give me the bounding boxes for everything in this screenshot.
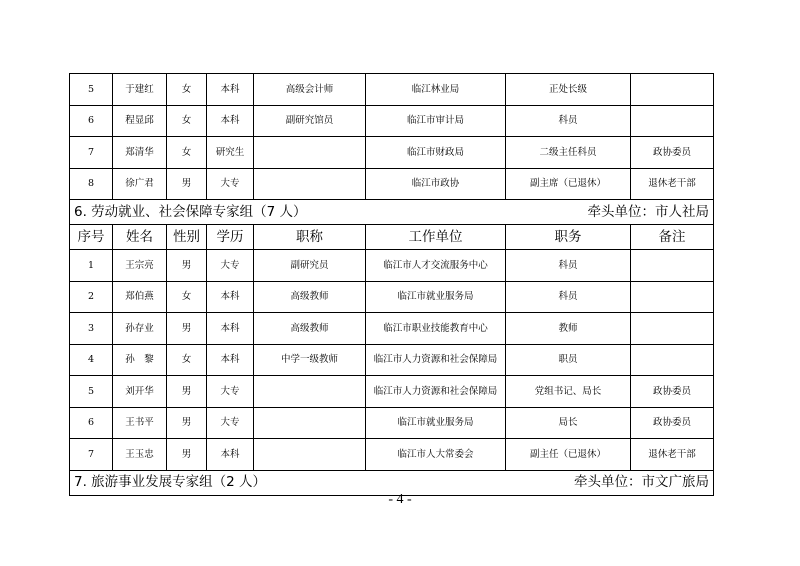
table-row	[70, 376, 714, 408]
table-row	[70, 168, 714, 200]
section-7-title: 7. 旅游事业发展专家组（2 人）	[74, 474, 267, 490]
cell-unit: 临江市人力资源和社会保障局	[366, 376, 506, 408]
cell-title: 副研究员	[254, 250, 366, 282]
cell-note: 政协委员	[631, 137, 714, 169]
cell-edu: 大专	[207, 250, 254, 282]
header-no: 序号	[70, 225, 113, 250]
cell-name: 王宗亮	[113, 250, 167, 282]
cell-edu: 本科	[207, 344, 254, 376]
cell-sex: 女	[167, 105, 207, 137]
cell-title	[254, 137, 366, 169]
header-note: 备注	[631, 225, 714, 250]
cell-post: 正处长级	[506, 74, 631, 106]
cell-post: 科员	[506, 105, 631, 137]
cell-unit: 临江林业局	[366, 74, 506, 106]
cell-edu: 本科	[207, 74, 254, 106]
table-header-row	[70, 225, 714, 250]
cell-post: 副主席（已退休）	[506, 168, 631, 200]
cell-unit: 临江市审计局	[366, 105, 506, 137]
cell-sex: 女	[167, 281, 207, 313]
cell-unit: 临江市就业服务局	[366, 407, 506, 439]
cell-sex: 女	[167, 74, 207, 106]
cell-no: 1	[70, 250, 113, 282]
cell-sex: 女	[167, 344, 207, 376]
cell-sex: 男	[167, 313, 207, 345]
table-row	[70, 105, 714, 137]
table-row	[70, 281, 714, 313]
section-6-lead-unit: 牵头单位：市人社局	[587, 203, 709, 220]
header-title: 职称	[254, 225, 366, 250]
cell-unit: 临江市政协	[366, 168, 506, 200]
cell-name: 刘开华	[113, 376, 167, 408]
cell-title	[254, 439, 366, 471]
table-row	[70, 407, 714, 439]
cell-name: 王玉忠	[113, 439, 167, 471]
page-number: - 4 -	[388, 492, 412, 507]
cell-unit: 临江市职业技能教育中心	[366, 313, 506, 345]
cell-note: 政协委员	[631, 407, 714, 439]
header-unit: 工作单位	[366, 225, 506, 250]
cell-note	[631, 344, 714, 376]
cell-unit: 临江市人才交流服务中心	[366, 250, 506, 282]
cell-note	[631, 250, 714, 282]
cell-unit: 临江市就业服务局	[366, 281, 506, 313]
cell-name: 于建红	[113, 74, 167, 106]
cell-edu: 大专	[207, 407, 254, 439]
cell-title	[254, 168, 366, 200]
section-6-title: 6. 劳动就业、社会保障专家组（7 人）	[74, 203, 307, 220]
cell-post: 科员	[506, 281, 631, 313]
cell-no: 3	[70, 313, 113, 345]
table-row	[70, 313, 714, 345]
header-sex: 性别	[167, 225, 207, 250]
cell-title: 高级会计师	[254, 74, 366, 106]
cell-note: 政协委员	[631, 376, 714, 408]
cell-name: 孙存业	[113, 313, 167, 345]
cell-edu: 本科	[207, 313, 254, 345]
cell-no: 7	[70, 137, 113, 169]
cell-unit: 临江市财政局	[366, 137, 506, 169]
cell-no: 8	[70, 168, 113, 200]
table-row	[70, 74, 714, 106]
cell-post: 副主任（已退休）	[506, 439, 631, 471]
cell-post: 职员	[506, 344, 631, 376]
cell-name: 程显邱	[113, 105, 167, 137]
cell-post: 教师	[506, 313, 631, 345]
cell-post: 二级主任科员	[506, 137, 631, 169]
cell-unit: 临江市人大常委会	[366, 439, 506, 471]
cell-post: 党组书记、局长	[506, 376, 631, 408]
cell-sex: 男	[167, 168, 207, 200]
section-6-row	[70, 200, 714, 225]
cell-title: 中学一级教师	[254, 344, 366, 376]
cell-no: 7	[70, 439, 113, 471]
header-education: 学历	[207, 225, 254, 250]
cell-note: 退休老干部	[631, 168, 714, 200]
cell-name: 徐广君	[113, 168, 167, 200]
table-row	[70, 344, 714, 376]
cell-no: 2	[70, 281, 113, 313]
cell-no: 6	[70, 407, 113, 439]
header-name: 姓名	[113, 225, 167, 250]
cell-unit: 临江市人力资源和社会保障局	[366, 344, 506, 376]
cell-note	[631, 74, 714, 106]
cell-no: 4	[70, 344, 113, 376]
cell-sex: 男	[167, 376, 207, 408]
cell-note: 退休老干部	[631, 439, 714, 471]
cell-title: 高级教师	[254, 281, 366, 313]
cell-sex: 女	[167, 137, 207, 169]
header-post: 职务	[506, 225, 631, 250]
cell-edu: 本科	[207, 281, 254, 313]
table-row	[70, 137, 714, 169]
cell-title	[254, 407, 366, 439]
cell-post: 科员	[506, 250, 631, 282]
table-row	[70, 250, 714, 282]
table-row	[70, 439, 714, 471]
cell-post: 局长	[506, 407, 631, 439]
cell-edu: 本科	[207, 439, 254, 471]
cell-edu: 研究生	[207, 137, 254, 169]
cell-title	[254, 376, 366, 408]
cell-note	[631, 281, 714, 313]
cell-note	[631, 313, 714, 345]
cell-note	[631, 105, 714, 137]
cell-no: 6	[70, 105, 113, 137]
cell-edu: 大专	[207, 376, 254, 408]
expert-table	[69, 73, 714, 496]
cell-name: 王书平	[113, 407, 167, 439]
cell-title: 副研究馆员	[254, 105, 366, 137]
section-7-lead-unit: 牵头单位：市文广旅局	[574, 474, 709, 490]
cell-edu: 大专	[207, 168, 254, 200]
cell-sex: 男	[167, 407, 207, 439]
cell-edu: 本科	[207, 105, 254, 137]
cell-title: 高级教师	[254, 313, 366, 345]
cell-name: 郑伯燕	[113, 281, 167, 313]
cell-no: 5	[70, 74, 113, 106]
cell-name: 孙 黎	[113, 344, 167, 376]
cell-no: 5	[70, 376, 113, 408]
section-6-cell	[70, 200, 714, 225]
cell-name: 郑清华	[113, 137, 167, 169]
cell-sex: 男	[167, 439, 207, 471]
cell-sex: 男	[167, 250, 207, 282]
